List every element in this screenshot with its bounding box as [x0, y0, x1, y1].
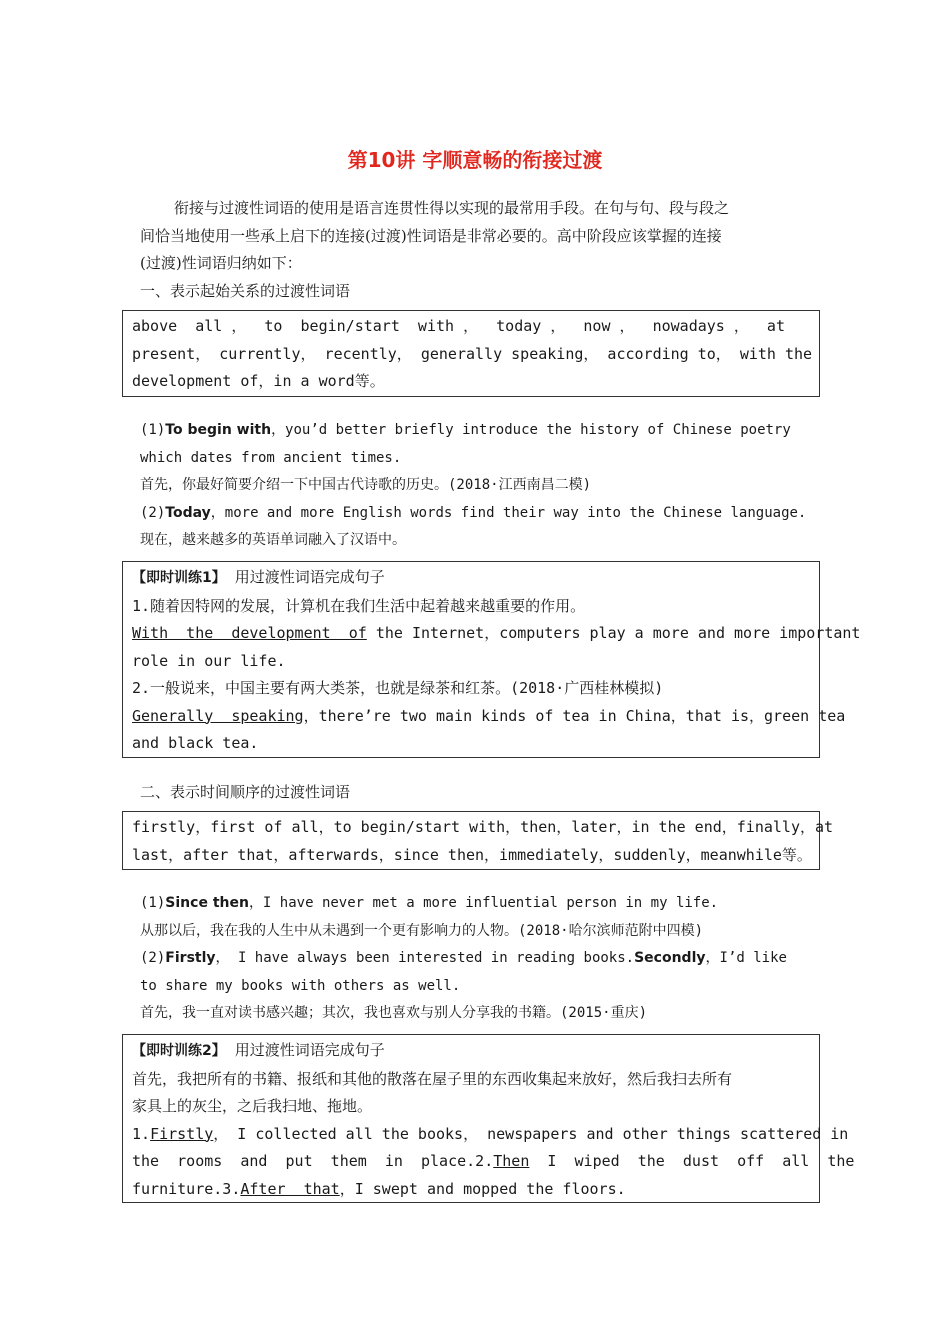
- example-line: [140, 500, 812, 528]
- answer-blank: Firstly: [150, 1124, 214, 1143]
- example-number: (2): [140, 950, 166, 966]
- practice-instruction: 用过渡性词语完成句子: [225, 1041, 385, 1059]
- intro-line: 衔接与过渡性词语的使用是语言连贯性得以实现的最常用手段。在句与句、段与段之: [174, 199, 730, 217]
- answer-blank: With the development of: [132, 624, 367, 642]
- section1-examples: [140, 417, 812, 555]
- practice-instruction: 用过渡性词语完成句子: [225, 568, 385, 586]
- practice-answer-line: [132, 620, 861, 648]
- word-box-line: above all ， to begin/start with ， today ， now ， nowadays ， at: [132, 317, 785, 335]
- answer-text: ，I swept and mopped the floors.: [339, 1179, 626, 1198]
- example-line: [140, 417, 812, 445]
- answer-blank: After that: [240, 1179, 340, 1198]
- practice-answer-line: [132, 1148, 855, 1176]
- practice-header: [132, 1037, 810, 1066]
- word-box-line: present， currently， recently， generally speaking， according to， with the: [132, 344, 813, 363]
- example-translation: 从那以后，我在我的人生中从未遇到一个更有影响力的人物。(2018·哈尔滨师范附中四模): [140, 922, 703, 939]
- example-line: to share my books with others as well.: [140, 977, 461, 994]
- intro-line: (过渡)性词语归纳如下：: [140, 254, 302, 272]
- example-line: [140, 890, 812, 918]
- example-keyword: Firstly: [165, 950, 216, 966]
- example-text: ， I have always been interested in reading books.: [215, 950, 635, 966]
- example-keyword: Since then: [165, 895, 249, 911]
- example-text: ，you’d better briefly introduce the history of Chinese poetry: [271, 422, 791, 438]
- section2-heading: 二、表示时间顺序的过渡性词语: [140, 783, 351, 801]
- practice-header: [132, 564, 810, 593]
- answer-blank: Then: [493, 1152, 530, 1170]
- example-translation: 现在，越来越多的英语单词融入了汉语中。: [140, 532, 406, 548]
- answer-text: role in our life.: [132, 651, 286, 670]
- practice1-box: [122, 561, 861, 758]
- practice-question: 家具上的灰尘，之后我扫地、拖地。: [132, 1097, 373, 1115]
- answer-text: I wiped the dust off all the: [529, 1152, 855, 1170]
- word-box-line: development of，in a word等。: [132, 372, 385, 390]
- example-keyword: Secondly: [634, 950, 706, 966]
- practice-label: 【即时训练1】: [132, 570, 226, 586]
- answer-blank: Generally speaking: [132, 706, 304, 725]
- page-title: 第10讲 字顺意畅的衔接过渡: [347, 148, 603, 172]
- section1-heading: 一、表示起始关系的过渡性词语: [140, 282, 351, 300]
- example-number: (1): [140, 422, 166, 438]
- answer-number: 1.: [132, 1124, 151, 1143]
- section1-word-box: [122, 310, 820, 397]
- example-text: ，I have never met a more influential person in my life.: [248, 895, 719, 911]
- example-number: (1): [140, 895, 166, 911]
- answer-text: ，there’re two main kinds of tea in China，that is，green tea: [303, 706, 846, 725]
- practice-question: 1.随着因特网的发展，计算机在我们生活中起着越来越重要的作用。: [132, 596, 586, 615]
- word-box-line: last，after that，afterwards，since then，immediately，suddenly，meanwhile等。: [132, 845, 812, 864]
- practice-question: 首先，我把所有的书籍、报纸和其他的散落在屋子里的东西收集起来放好，然后我扫去所有: [132, 1069, 733, 1088]
- practice-answer-line: [132, 703, 846, 731]
- example-keyword: To begin with: [165, 422, 272, 438]
- practice-question: 2.一般说来，中国主要有两大类茶，也就是绿茶和红茶。(2018·广西桂林模拟): [132, 679, 664, 697]
- practice2-box: [122, 1034, 855, 1203]
- answer-text: furniture.3.: [132, 1179, 241, 1198]
- practice-label: 【即时训练2】: [132, 1043, 226, 1059]
- example-keyword: Today: [165, 504, 211, 521]
- example-translation: 首先，我一直对读书感兴趣；其次，我也喜欢与别人分享我的书籍。(2015·重庆): [140, 1005, 647, 1021]
- example-line: [140, 945, 812, 973]
- example-translation: 首先，你最好简要介绍一下中国古代诗歌的历史。(2018·江西南昌二模): [140, 477, 591, 493]
- word-box-line: firstly，first of all，to begin/start with，then，later，in the end，finally，at: [132, 818, 834, 836]
- answer-text: ， I collected all the books， newspapers and other things scattered in: [213, 1124, 849, 1143]
- section2-examples: [140, 890, 812, 1028]
- example-number: (2): [140, 504, 166, 521]
- answer-text: and black tea.: [132, 734, 259, 752]
- answer-text: the Internet，computers play a more and more important: [366, 624, 861, 642]
- example-text: ，more and more English words find their way into the Chinese language.: [210, 504, 807, 521]
- example-line: which dates from ancient times.: [140, 449, 402, 466]
- intro-paragraph: [140, 195, 810, 278]
- intro-line: 间恰当地使用一些承上启下的连接(过渡)性词语是非常必要的。高中阶段应该掌握的连接: [140, 226, 722, 245]
- answer-text: the rooms and put them in place.2.: [132, 1152, 494, 1170]
- section2-word-box: [122, 811, 834, 870]
- practice-answer-line: [132, 1176, 810, 1204]
- example-text: ，I’d like: [705, 950, 787, 966]
- practice-answer-line: [132, 1121, 849, 1149]
